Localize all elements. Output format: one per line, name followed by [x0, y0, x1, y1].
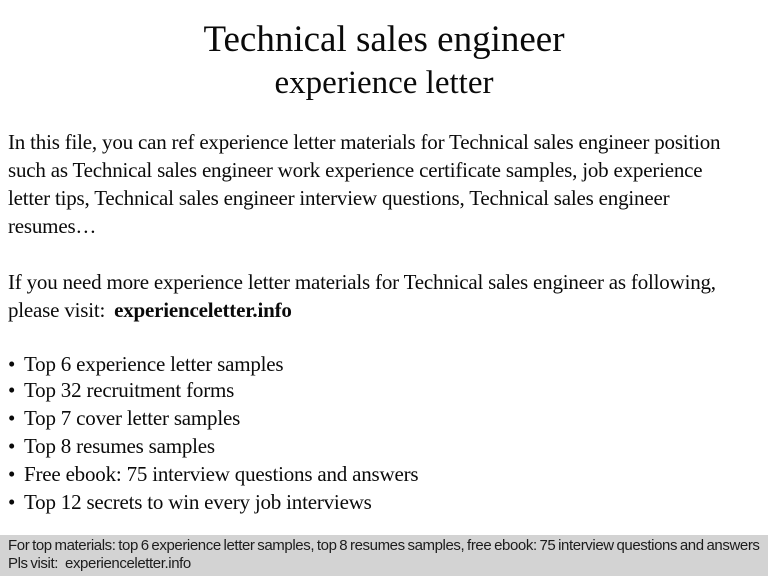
footer-line2	[8, 555, 768, 573]
bullet-text: Top 7 cover letter samples	[24, 406, 241, 430]
bullet-icon: •	[8, 462, 16, 486]
intro-line: letter tips, Technical sales engineer interview questions, Technical sales engineer	[8, 186, 670, 210]
title-block	[0, 0, 768, 104]
bullet-list	[8, 353, 768, 516]
visit-paragraph	[8, 268, 762, 324]
bullet-text: Top 32 recruitment forms	[24, 378, 235, 402]
bullet-icon: •	[8, 434, 16, 458]
list-item	[8, 376, 768, 404]
page-title: Technical sales engineer	[203, 19, 565, 60]
bullet-icon: •	[8, 378, 16, 402]
list-item	[8, 488, 768, 516]
bullet-icon: •	[8, 490, 16, 514]
bullet-text: Top 6 experience letter samples	[24, 352, 284, 376]
list-item	[8, 353, 768, 376]
bullet-icon: •	[8, 352, 16, 376]
bullet-text: Top 12 secrets to win every job interviews	[24, 490, 372, 514]
intro-paragraph	[8, 128, 762, 240]
page-subtitle: experience letter	[274, 65, 494, 101]
footer-visit-prefix: Pls visit:	[8, 555, 59, 572]
bullet-icon: •	[8, 406, 16, 430]
footer-site-link: experienceletter.info	[65, 555, 191, 572]
intro-line: resumes…	[8, 214, 97, 238]
bullet-text: Free ebook: 75 interview questions and answers	[24, 462, 419, 486]
intro-line: such as Technical sales engineer work experience certificate samples, job experience	[8, 158, 703, 182]
intro-line: In this file, you can ref experience letter materials for Technical sales engineer position	[8, 130, 721, 154]
list-item	[8, 432, 768, 460]
bullet-text: Top 8 resumes samples	[24, 434, 215, 458]
visit-prefix: please visit:	[8, 298, 106, 322]
footer-bar	[0, 535, 768, 576]
visit-line1: If you need more experience letter materials for Technical sales engineer as following,	[8, 270, 716, 294]
list-item	[8, 460, 768, 488]
list-item	[8, 404, 768, 432]
site-link: experienceletter.info	[114, 298, 292, 322]
footer-line1: For top materials: top 6 experience letter samples, top 8 resumes samples, free ebook: 75 interview questions and answers	[8, 537, 760, 554]
visit-line2	[8, 296, 762, 324]
